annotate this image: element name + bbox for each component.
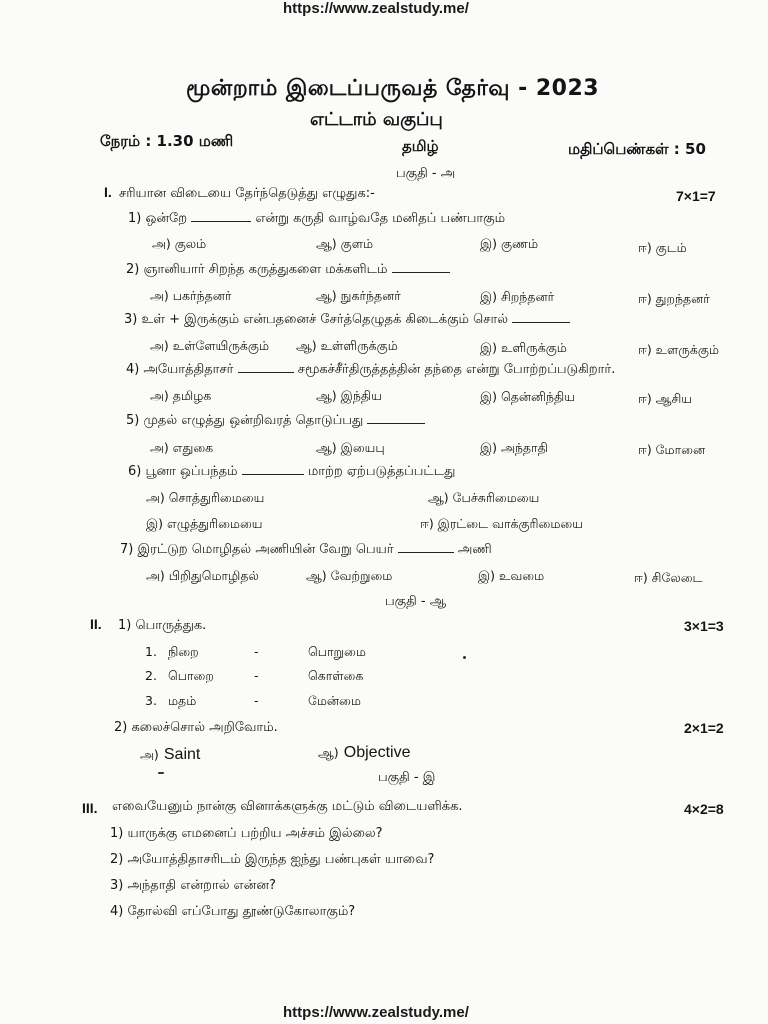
answer-blank xyxy=(367,413,425,424)
class-name: எட்டாம் வகுப்பு xyxy=(310,109,443,130)
footer-url: https://www.zealstudy.me/ xyxy=(283,1004,469,1021)
mcq-3-option-c: இ) உளிருக்கும் xyxy=(480,340,567,355)
match-marks: 3×1=3 xyxy=(684,618,724,634)
mcq-3-option-d: ஈ) உளருக்கும் xyxy=(638,342,719,357)
short-q-4: 4) தோல்வி எப்போது தூண்டுகோலாகும்? xyxy=(110,904,356,919)
part-b-heading: பகுதி - ஆ xyxy=(385,594,447,609)
match-row-1-left: நிறை xyxy=(168,644,199,659)
answer-blank xyxy=(238,362,294,373)
match-row-3-dash: - xyxy=(254,693,259,708)
mcq-7-question: 7) இரட்டுற மொழிதல் அணியின் வேறு பெயர் அணி xyxy=(120,542,492,557)
part-a-marks: 7×1=7 xyxy=(676,188,716,204)
mcq-5-option-b: ஆ) இயைபு xyxy=(316,440,385,455)
match-row-2-left: பொறை xyxy=(168,668,214,683)
mcq-6-option-b: ஆ) பேச்சுரிமையை xyxy=(428,490,540,505)
match-row-3-num: 3. xyxy=(145,693,157,708)
mcq-4-option-a: அ) தமிழக xyxy=(150,388,212,403)
mcq-7-option-b: ஆ) வேற்றுமை xyxy=(306,568,393,583)
match-row-3-left: மதம் xyxy=(168,693,197,708)
match-row-2-right: கொள்கை xyxy=(308,668,364,683)
mcq-5-option-d: ஈ) மோனை xyxy=(638,442,706,457)
max-marks: மதிப்பெண்கள் : 50 xyxy=(568,140,706,158)
terms-marks: 2×1=2 xyxy=(684,720,724,736)
scan-speck xyxy=(158,772,164,774)
mcq-7-option-a: அ) பிறிதுமொழிதல் xyxy=(146,568,259,583)
match-row-3-right: மேன்மை xyxy=(308,693,361,708)
exam-title: மூன்றாம் இடைப்பருவத் தேர்வு - 2023 xyxy=(186,76,600,101)
mcq-6-option-c: இ) எழுத்துரிமையை xyxy=(146,516,263,531)
mcq-2-question: 2) ஞானியார் சிறந்த கருத்துகளை மக்களிடம் xyxy=(126,262,450,278)
mcq-3-question: 3) உள் + இருக்கும் என்பதனைச் சேர்த்தெழுதக் கிடைக்கும் சொல் xyxy=(124,312,570,328)
mcq-1-option-c: இ) குணம் xyxy=(480,236,539,251)
mcq-1-option-d: ஈ) குடம் xyxy=(638,240,687,255)
answer-blank xyxy=(512,312,570,323)
match-row-2-num: 2. xyxy=(145,668,157,683)
answer-blank xyxy=(398,542,454,553)
match-row-2-dash: - xyxy=(254,668,259,683)
short-q-3: 3) அந்தாதி என்றால் என்ன? xyxy=(110,878,276,893)
mcq-4-option-d: ஈ) ஆசிய xyxy=(638,391,692,406)
match-row-1-dash: - xyxy=(254,644,259,659)
part-a-instruction: சரியான விடையை தேர்ந்தெடுத்து எழுதுக:- xyxy=(119,186,375,201)
mcq-3-option-a: அ) உள்ளேயிருக்கும் xyxy=(150,338,270,353)
terms-option-a: அ) Saint xyxy=(140,746,201,763)
mcq-3-option-b: ஆ) உள்ளிருக்கும் xyxy=(296,338,398,353)
part-b-roman: II. xyxy=(90,616,102,632)
match-row-1-right: பொறுமை xyxy=(308,644,366,659)
short-q-2: 2) அயோத்திதாசரிடம் இருந்த ஐந்து பண்புகள் யாவை? xyxy=(110,852,435,867)
mcq-1-option-a: அ) குலம் xyxy=(152,236,207,251)
match-question: 1) பொருத்துக. xyxy=(118,618,207,633)
mcq-6-option-d: ஈ) இரட்டை வாக்குரிமையை xyxy=(420,516,583,531)
mcq-5-option-c: இ) அந்தாதி xyxy=(480,440,548,455)
answer-blank xyxy=(242,464,304,475)
mcq-5-option-a: அ) எதுகை xyxy=(150,440,214,455)
mcq-4-option-b: ஆ) இந்திய xyxy=(316,388,382,403)
mcq-2-option-d: ஈ) துறந்தனர் xyxy=(638,291,710,306)
part-c-instruction: எவையேனும் நான்கு வினாக்களுக்கு மட்டும் விடையளிக்க. xyxy=(112,799,463,814)
header-url: https://www.zealstudy.me/ xyxy=(283,0,469,17)
mcq-2-option-c: இ) சிறந்தனர் xyxy=(480,289,555,304)
scan-speck xyxy=(463,656,466,659)
terms-option-b: ஆ) Objective xyxy=(318,744,411,761)
mcq-4-question: 4) அயோத்திதாசர் சமூகச்சீர்திருத்தத்தின் தந்தை என்று போற்றப்படுகிறார். xyxy=(126,362,616,377)
terms-question: 2) கலைச்சொல் அறிவோம். xyxy=(114,720,278,735)
mcq-2-option-a: அ) பகர்ந்தனர் xyxy=(150,288,232,303)
mcq-4-option-c: இ) தென்னிந்திய xyxy=(480,389,575,404)
match-row-1-num: 1. xyxy=(145,644,157,659)
mcq-7-option-d: ஈ) சிலேடை xyxy=(634,570,703,585)
mcq-6-question: 6) பூனா ஒப்பந்தம் மாற்ற ஏற்படுத்தப்பட்டது xyxy=(128,464,456,479)
subject-name: தமிழ் xyxy=(402,137,439,155)
mcq-5-question: 5) முதல் எழுத்து ஒன்றிவரத் தொடுப்பது xyxy=(126,413,425,429)
mcq-1-question: 1) ஒன்றே என்று கருதி வாழ்வதே மனிதப் பண்பாகும் xyxy=(128,211,506,226)
mcq-1-option-b: ஆ) குளம் xyxy=(316,236,374,251)
part-a-heading: பகுதி - அ xyxy=(396,166,456,181)
answer-blank xyxy=(191,211,251,222)
mcq-6-option-a: அ) சொத்துரிமையை xyxy=(146,490,265,505)
part-a-roman: I. xyxy=(104,184,112,200)
answer-blank xyxy=(392,262,450,273)
part-c-marks: 4×2=8 xyxy=(684,801,724,817)
short-q-1: 1) யாருக்கு எமனைப் பற்றிய அச்சம் இல்லை? xyxy=(110,826,383,841)
exam-time: நேரம் : 1.30 மணி xyxy=(100,132,234,150)
part-c-roman: III. xyxy=(82,800,98,816)
mcq-7-option-c: இ) உவமை xyxy=(478,568,545,583)
part-c-heading: பகுதி - இ xyxy=(378,770,436,785)
mcq-2-option-b: ஆ) நுகர்ந்தனர் xyxy=(316,288,401,303)
